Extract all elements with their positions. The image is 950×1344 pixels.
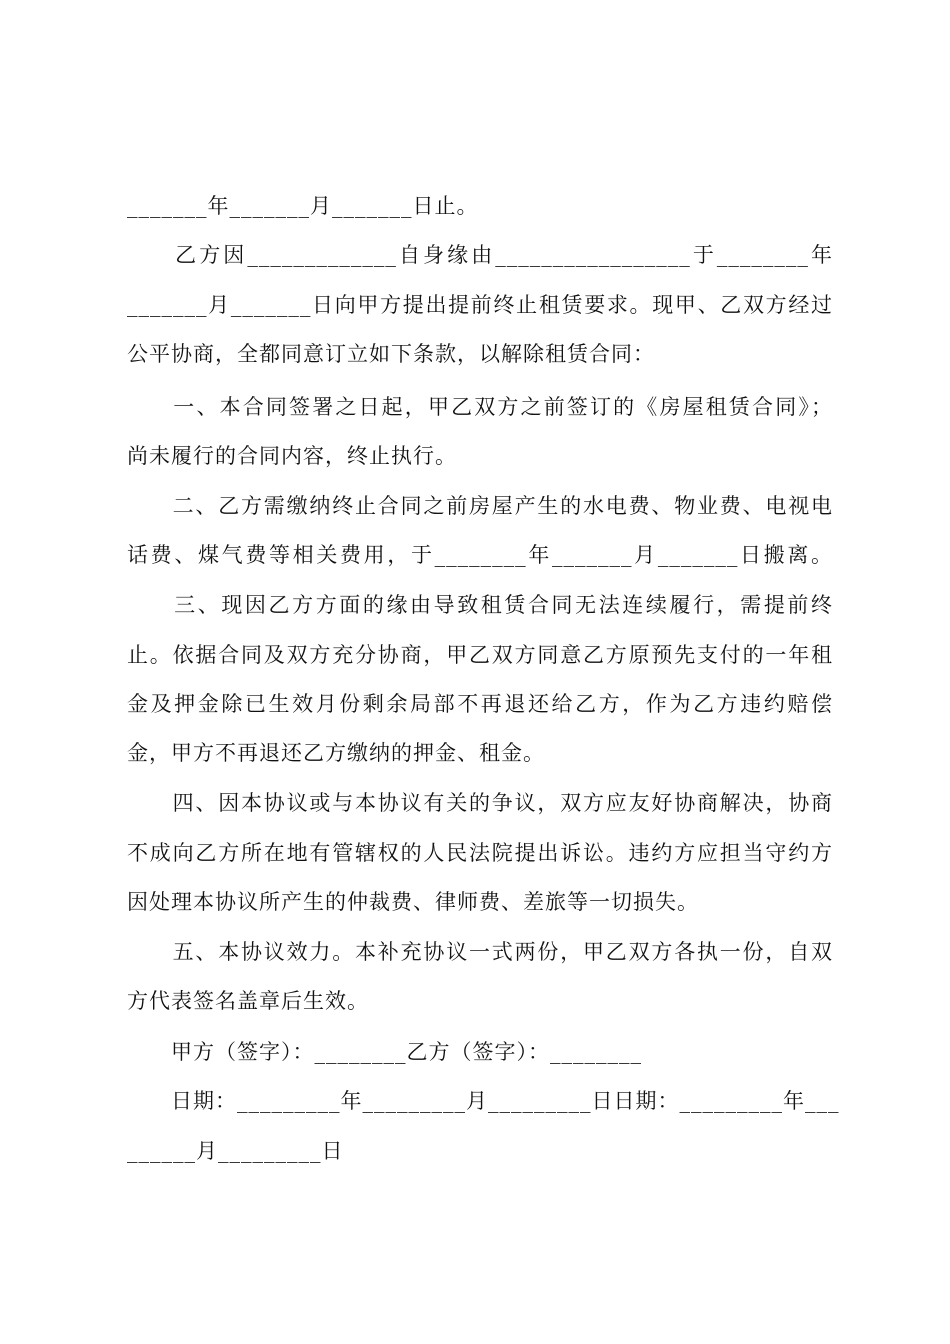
text-line-clause-3-cont-2: 金及押金除已生效月份剩余局部不再退还给乙方，作为乙方违约赔偿 xyxy=(127,692,833,716)
text-line-clause-3: 三、现因乙方方面的缘由导致租赁合同无法连续履行，需提前终 xyxy=(127,593,833,617)
text-line-clause-4: 四、因本协议或与本协议有关的争议，双方应友好协商解决，协商 xyxy=(127,791,833,815)
text-line-termination-reason: 乙方因_____________自身缘由_________________于________年 xyxy=(127,243,833,267)
text-line-clause-5-cont: 方代表签名盖章后生效。 xyxy=(127,989,369,1013)
text-line-dates-cont: ______月_________日 xyxy=(127,1139,344,1163)
text-line-clause-3-cont-1: 止。依据合同及双方充分协商，甲乙双方同意乙方原预先支付的一年租 xyxy=(127,643,833,667)
text-line-end-date: _______年_______月_______日止。 xyxy=(127,194,479,218)
text-line-clause-4-cont-1: 不成向乙方所在地有管辖权的人民法院提出诉讼。违约方应担当守约方 xyxy=(127,841,833,865)
text-line-clause-4-cont-2: 因处理本协议所产生的仲裁费、律师费、差旅等一切损失。 xyxy=(127,890,699,914)
text-line-negotiation: 公平协商，全都同意订立如下条款，以解除租赁合同： xyxy=(127,342,655,366)
text-line-clause-3-cont-3: 金，甲方不再退还乙方缴纳的押金、租金。 xyxy=(127,741,545,765)
text-line-clause-1-cont: 尚未履行的合同内容，终止执行。 xyxy=(127,444,457,468)
text-line-clause-1: 一、本合同签署之日起，甲乙双方之前签订的《房屋租赁合同》； xyxy=(127,395,833,419)
text-line-clause-2-cont: 话费、煤气费等相关费用，于________年_______月_______日搬离。 xyxy=(127,543,833,567)
text-line-dates: 日期：_________年_________月_________日日期：_________年___ xyxy=(127,1089,840,1113)
text-line-clause-2: 二、乙方需缴纳终止合同之前房屋产生的水电费、物业费、电视电 xyxy=(127,494,833,518)
text-line-termination-request: _______月_______日向甲方提出提前终止租赁要求。现甲、乙双方经过 xyxy=(127,293,833,317)
text-line-clause-5: 五、本协议效力。本补充协议一式两份，甲乙双方各执一份，自双 xyxy=(127,940,833,964)
text-line-signatures: 甲方（签字）：________乙方（签字）：________ xyxy=(127,1040,642,1064)
